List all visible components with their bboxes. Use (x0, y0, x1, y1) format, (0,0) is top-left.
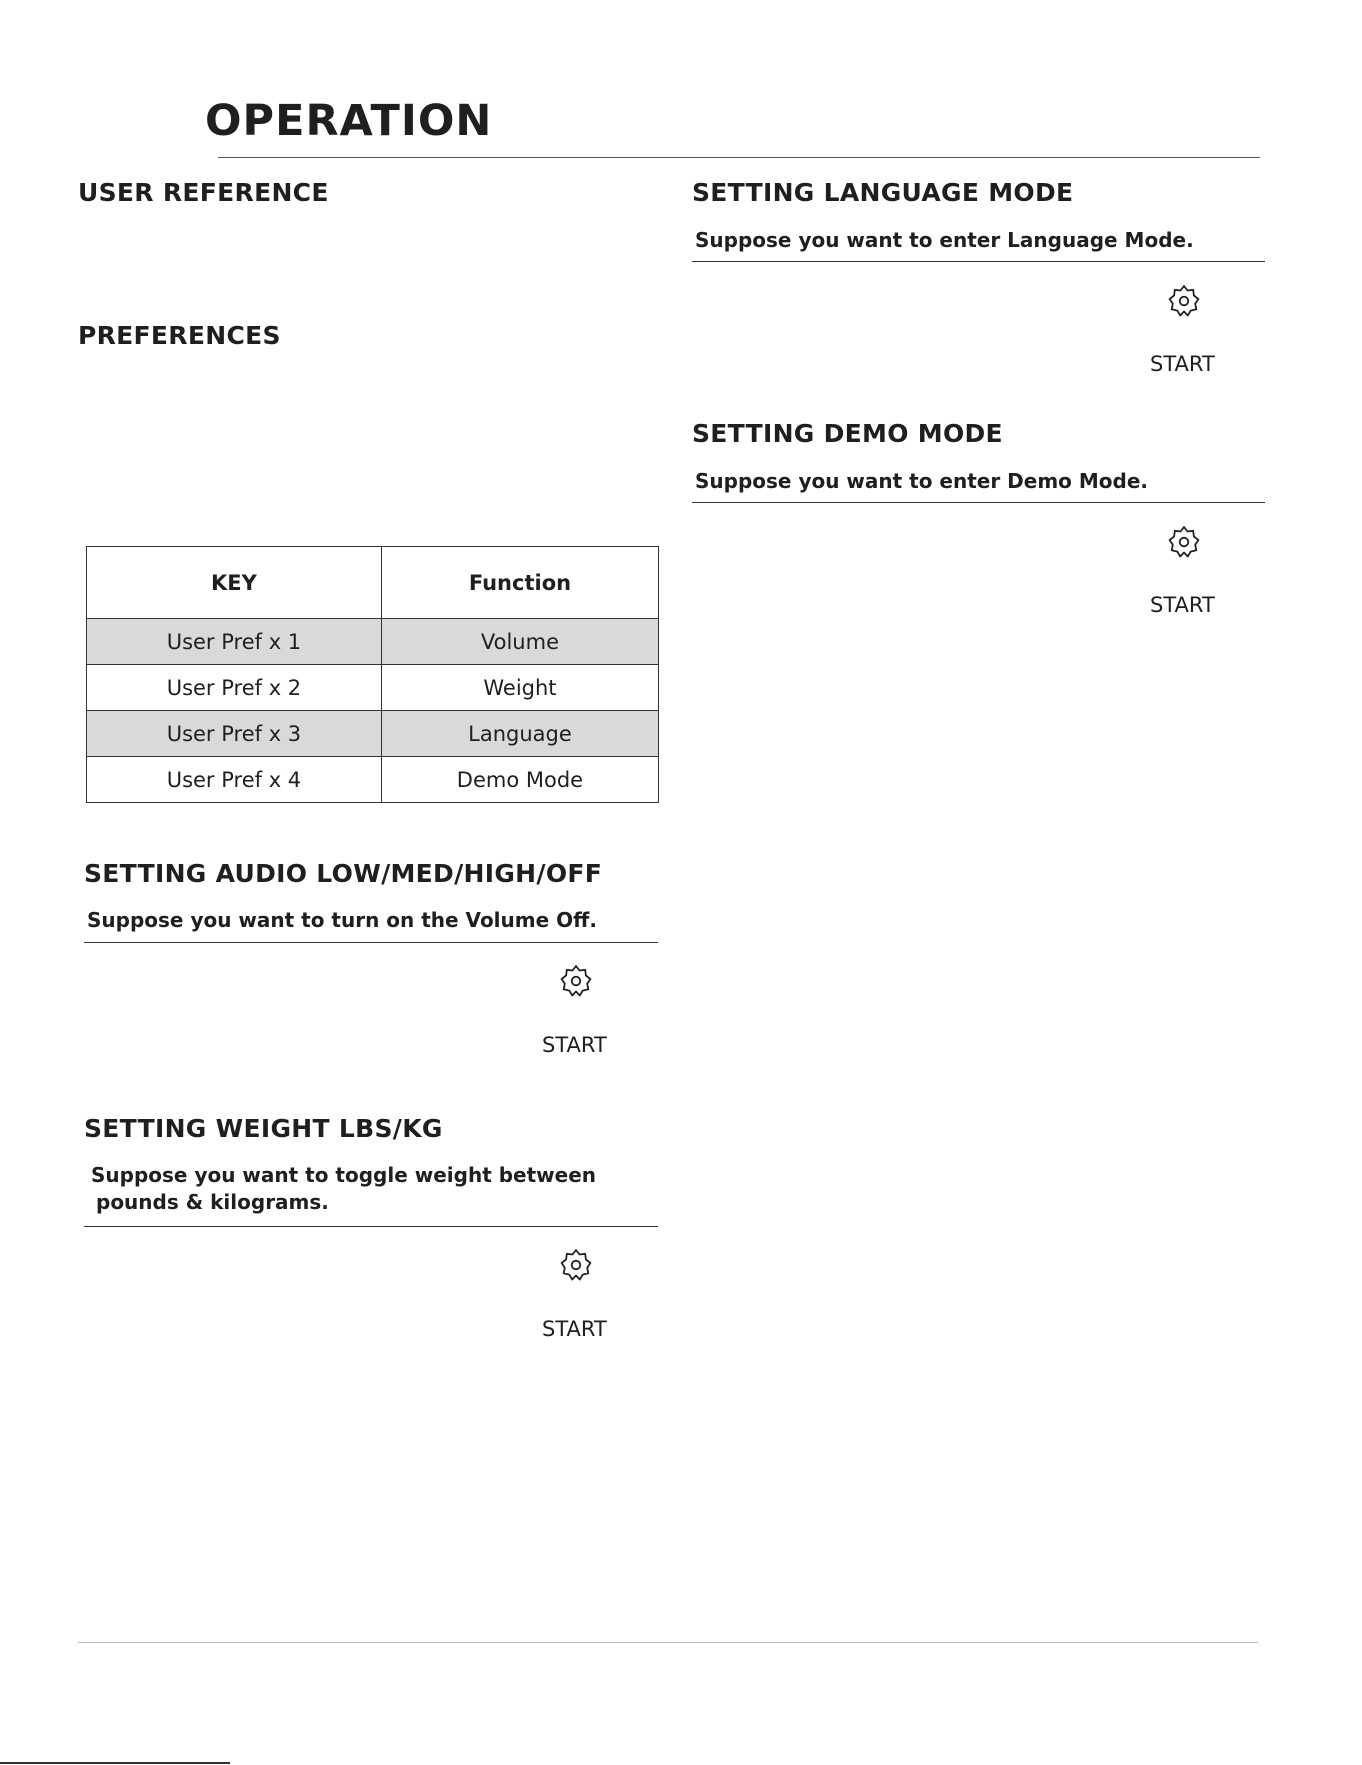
audio-heading: SETTING AUDIO LOW/MED/HIGH/OFF (84, 859, 603, 888)
user-reference-heading: USER REFERENCE (78, 178, 329, 207)
preferences-heading: PREFERENCES (78, 321, 281, 350)
weight-subheading-line1: Suppose you want to toggle weight between (91, 1163, 596, 1187)
table-row (87, 757, 659, 803)
table-header-row (87, 547, 659, 619)
start-button[interactable]: START (542, 1033, 607, 1057)
table-cell-function: Demo Mode (381, 757, 658, 803)
preferences-table (86, 546, 659, 803)
gear-icon (558, 963, 594, 999)
table-header-function: Function (381, 547, 658, 619)
table-cell-key: User Pref x 1 (87, 619, 382, 665)
demo-subheading: Suppose you want to enter Demo Mode. (695, 469, 1149, 493)
start-button[interactable]: START (1150, 352, 1215, 376)
crop-mark (0, 1762, 230, 1764)
table-cell-key: User Pref x 2 (87, 665, 382, 711)
table-header-key: KEY (87, 547, 382, 619)
language-subheading: Suppose you want to enter Language Mode. (695, 228, 1194, 252)
table-cell-key: User Pref x 3 (87, 711, 382, 757)
table-row (87, 619, 659, 665)
table-cell-function: Language (381, 711, 658, 757)
start-button[interactable]: START (542, 1317, 607, 1341)
gear-icon (558, 1247, 594, 1283)
demo-heading: SETTING DEMO MODE (692, 419, 1003, 448)
audio-subheading: Suppose you want to turn on the Volume Off. (87, 908, 597, 932)
gear-icon (1166, 283, 1202, 319)
audio-divider (84, 942, 658, 943)
weight-divider (84, 1226, 658, 1227)
table-row (87, 665, 659, 711)
gear-icon (1166, 524, 1202, 560)
table-cell-key: User Pref x 4 (87, 757, 382, 803)
weight-subheading-line2: pounds & kilograms. (96, 1190, 329, 1214)
language-heading: SETTING LANGUAGE MODE (692, 178, 1074, 207)
table-cell-function: Weight (381, 665, 658, 711)
weight-subheading (91, 1162, 596, 1216)
demo-divider (692, 502, 1265, 503)
language-divider (692, 261, 1265, 262)
table-row (87, 711, 659, 757)
footer-divider (78, 1642, 1258, 1643)
table-cell-function: Volume (381, 619, 658, 665)
start-button[interactable]: START (1150, 593, 1215, 617)
weight-heading: SETTING WEIGHT LBS/KG (84, 1114, 443, 1143)
title-divider (218, 157, 1260, 158)
page-title: OPERATION (205, 96, 493, 146)
